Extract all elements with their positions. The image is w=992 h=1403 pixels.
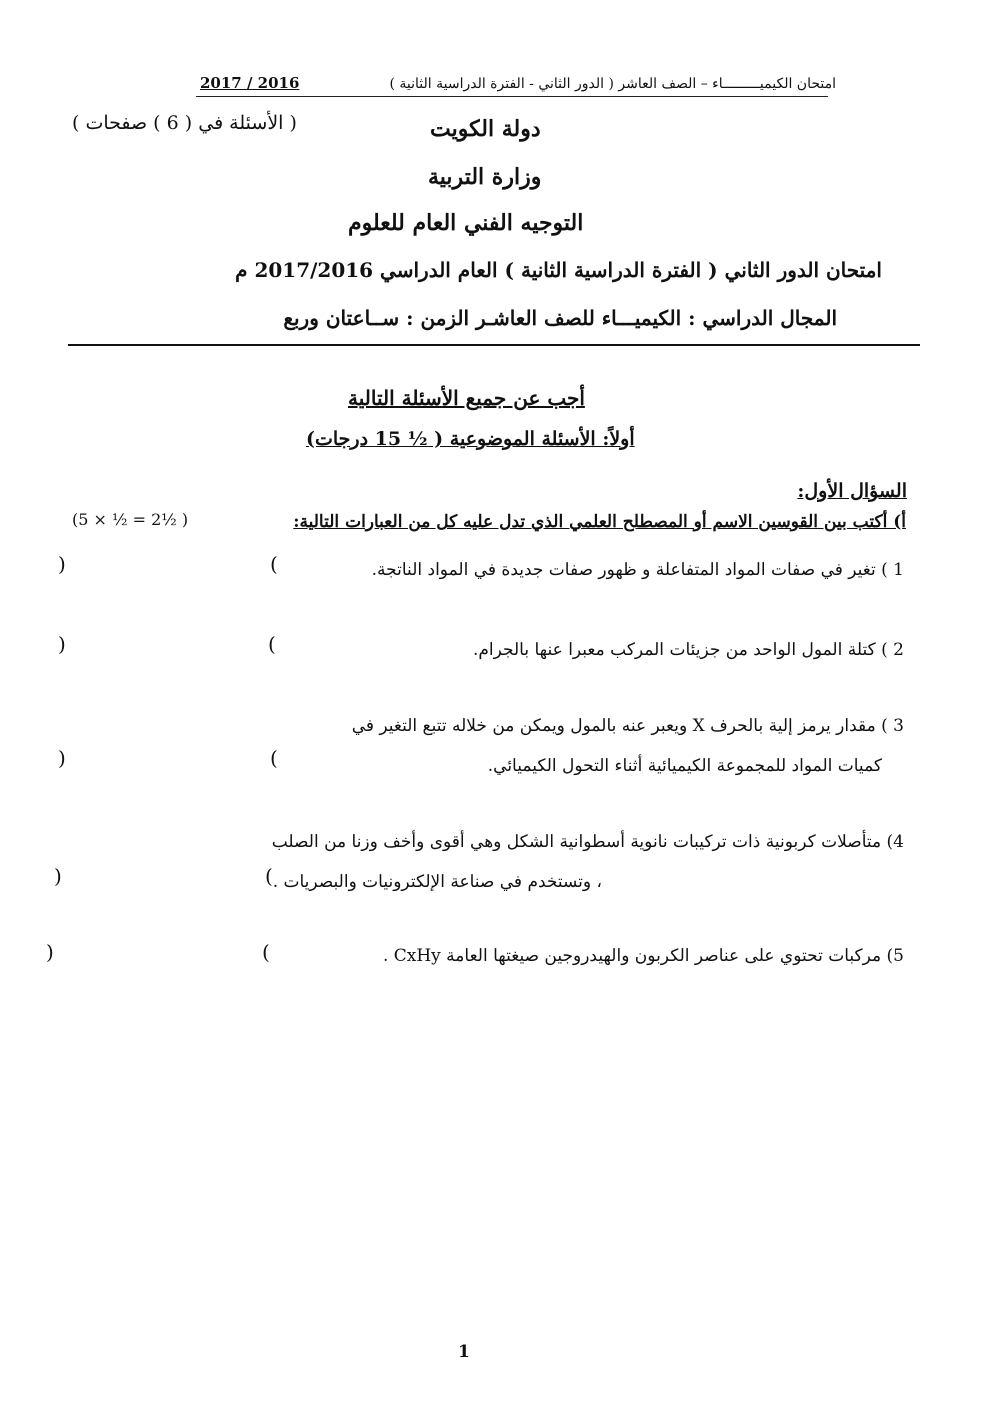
answer-paren-open: (: [270, 746, 278, 770]
question-item-1: [372, 560, 904, 580]
item-number: 2 ): [881, 640, 904, 660]
question-item-4: [272, 832, 904, 852]
item-number: 3 ): [881, 716, 904, 736]
answer-paren-close: ): [58, 746, 66, 770]
answer-paren-open: (: [268, 632, 276, 656]
main-divider: [68, 344, 920, 346]
item-number: 4): [886, 832, 904, 852]
answer-paren-open: (: [265, 864, 273, 888]
part-one-title: أولاً: الأسئلة الموضوعية ( ½ 15 درجات): [306, 428, 635, 450]
ministry-title: وزارة التربية: [428, 164, 542, 190]
item-text: مركبات تحتوي على عناصر الكربون والهيدروجين صيغتها العامة CxHy .: [382, 946, 882, 966]
answer-paren-open: (: [270, 552, 278, 576]
header-divider: [196, 96, 828, 97]
answer-paren-open: (: [262, 940, 270, 964]
running-title: امتحان الكيميـــــــــاء – الصف العاشر ( الدور الثاني - الفترة الدراسية الثانية ): [389, 76, 836, 92]
answer-paren-close: ): [58, 552, 66, 576]
exam-line: امتحان الدور الثاني ( الفترة الدراسية الثانية ) العام الدراسي 2017/2016 م: [235, 258, 882, 282]
item-text: تغير في صفات المواد المتفاعلة و ظهور صفات جديدة في المواد الناتجة.: [371, 560, 876, 580]
item-text: كتلة المول الواحد من جزيئات المركب معبرا عنها بالجرام.: [473, 640, 876, 660]
running-year: 2017 / 2016: [200, 74, 300, 92]
answer-paren-close: ): [46, 940, 54, 964]
subject-line: المجال الدراسي : الكيميـــاء للصف العاشـر الزمن : ســاعتان وربع: [283, 306, 837, 330]
pages-note: ( الأسئلة في ( 6 ) صفحات ): [72, 112, 297, 134]
item-text: مقدار يرمز إلية بالحرف X ويعبر عنه بالمول ويمكن من خلاله تتبع التغير في: [351, 716, 876, 736]
country-title: دولة الكويت: [430, 116, 541, 142]
question-item-3-line2: كميات المواد للمجموعة الكيميائية أثناء التحول الكيميائي.: [487, 756, 882, 776]
question-item-3: [352, 716, 904, 736]
item-text: متأصلات كربونية ذات تركيبات نانوية أسطوانية الشكل وهي أقوى وأخف وزنا من الصلب: [271, 832, 882, 852]
answer-paren-close: ): [54, 864, 62, 888]
answer-all-instruction: أجب عن جميع الأسئلة التالية: [348, 386, 585, 410]
question-item-5: [383, 946, 904, 966]
question-one-title: السؤال الأول:: [797, 480, 907, 502]
item-number: 5): [886, 946, 904, 966]
question-item-2: [473, 640, 904, 660]
question-one-instruction: أ) أكتب بين القوسين الاسم أو المصطلح العلمي الذي تدل عليه كل من العبارات التالية:: [293, 512, 906, 532]
question-item-4-line2: ، وتستخدم في صناعة الإلكترونيات والبصريات .: [272, 872, 602, 892]
answer-paren-close: ): [58, 632, 66, 656]
page-number: 1: [458, 1342, 470, 1362]
item-number: 1 ): [881, 560, 904, 580]
marks-note: (5 × ½ = 2½ ): [72, 510, 189, 529]
guidance-title: التوجيه الفني العام للعلوم: [348, 210, 584, 236]
